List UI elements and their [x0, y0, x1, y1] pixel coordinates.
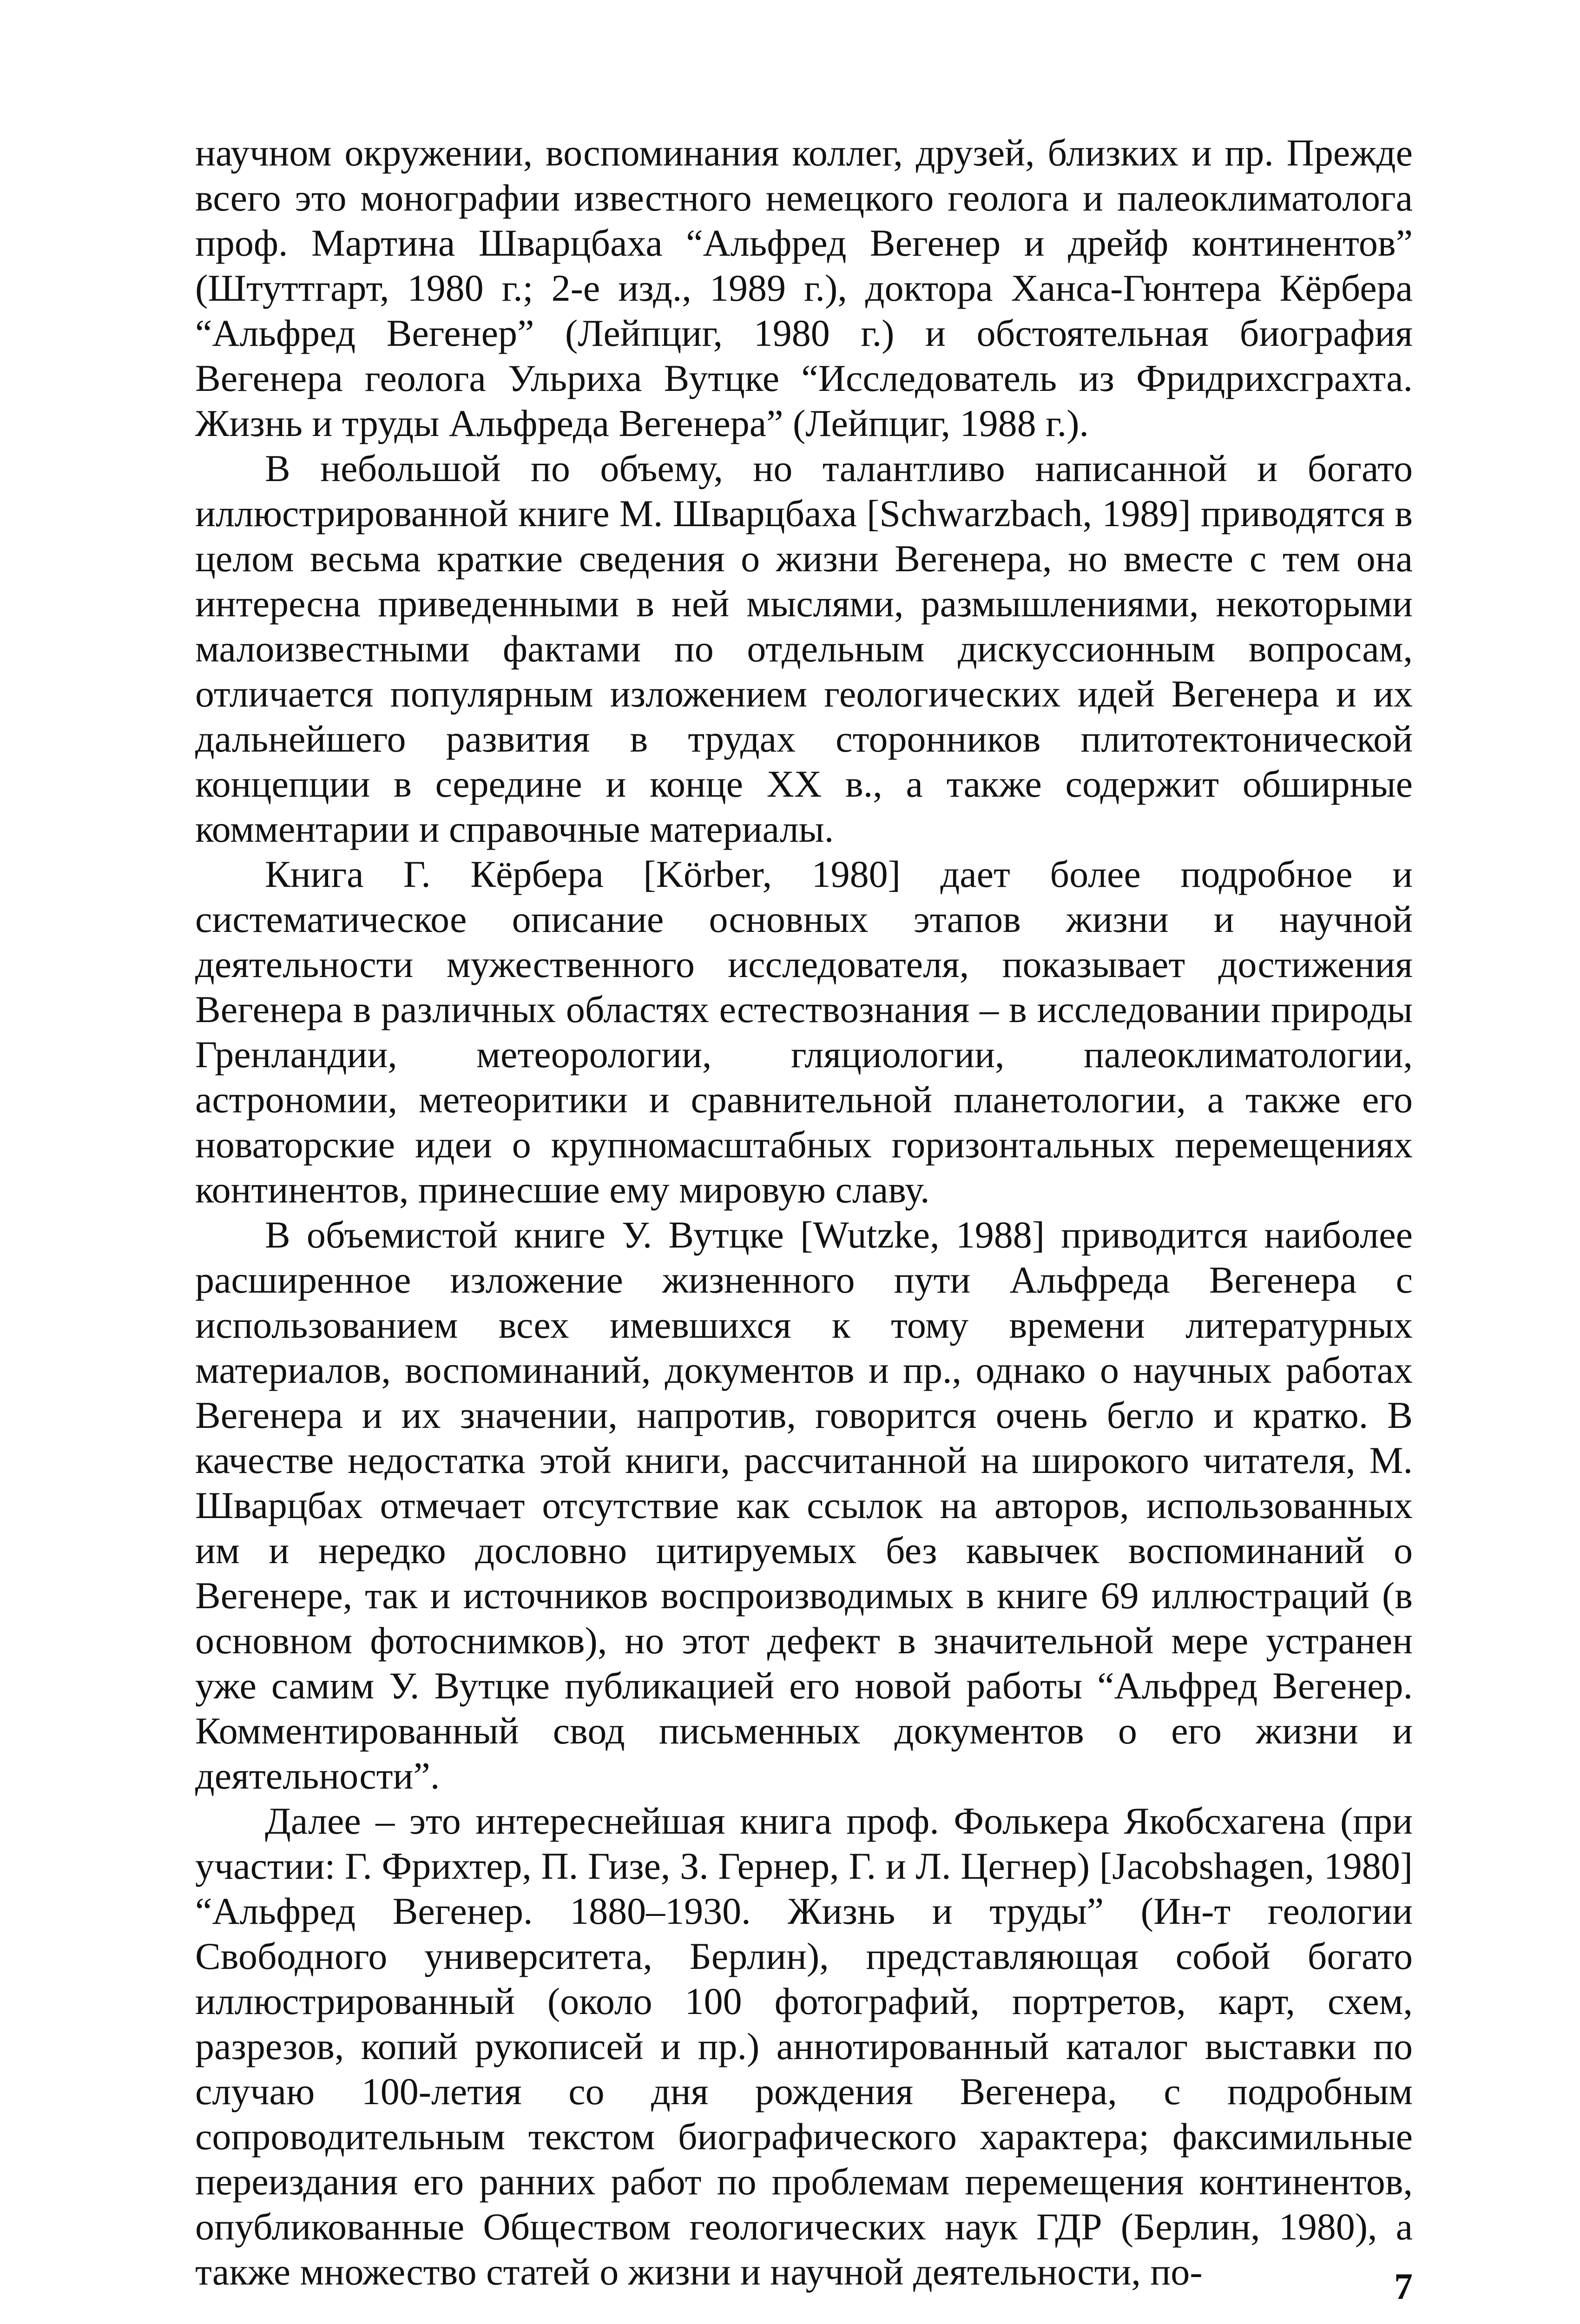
- page-number: 7: [1394, 2266, 1413, 2307]
- paragraph-2: В небольшой по объему, но талантливо написанной и богато иллюстрированной книге М. Шварцбаха [Schwarzbach, 1989] приводятся в целом весьма краткие сведения о жизни Вегенера, но вместе с тем она интересна приведенными в ней мыслями, размышлениями, некоторыми малоизвестными фактами по отдельным дискуссионным вопросам, отличается популярным изложением геологических идей Вегенера и их дальнейшего развития в трудах сторонников плитотектонической концепции в середине и конце XX в., а также содержит обширные комментарии и справочные материалы.: [195, 447, 1413, 850]
- paragraph-1: научном окружении, воспоминания коллег, друзей, близких и пр. Прежде всего это монографии известного немецкого геолога и палеоклиматолога проф. Мартина Шварцбаха “Альфред Вегенер и дрейф континентов” (Штуттгарт, 1980 г.; 2-е изд., 1989 г.), доктора Ханса-Гюнтера Кёрбера “Альфред Вегенер” (Лейпциг, 1980 г.) и обстоятельная биография Вегенера геолога Ульриха Вутцке “Исследователь из Фридрихсграхта. Жизнь и труды Альфреда Вегенера” (Лейпциг, 1988 г.).: [195, 132, 1413, 444]
- page-body: [195, 130, 1413, 2293]
- paragraph-4: В объемистой книге У. Вутцке [Wutzke, 1988] приводится наиболее расширенное изложение жизненного пути Альфреда Вегенера с использованием всех имевшихся к тому времени литературных материалов, воспоминаний, документов и пр., однако о научных работах Вегенера и их значении, напротив, говорится очень бегло и кратко. В качестве недостатка этой книги, рассчитанной на широкого читателя, М. Шварцбах отмечает отсутствие как ссылок на авторов, использованных им и нередко дословно цитируемых без кавычек воспоминаний о Вегенере, так и источников воспроизводимых в книге 69 иллюстраций (в основном фотоснимков), но этот дефект в значительной мере устранен уже самим У. Вутцке публикацией его новой работы “Альфред Вегенер. Комментированный свод письменных документов о его жизни и деятельности”.: [195, 1214, 1413, 1797]
- paragraph-5: Далее – это интереснейшая книга проф. Фолькера Якобсхагена (при участии: Г. Фрихтер, П. Гизе, З. Гернер, Г. и Л. Цегнер) [Jacobshagen, 1980] “Альфред Вегенер. 1880–1930. Жизнь и труды” (Ин-т геологии Свободного университета, Берлин), представляющая собой богато иллюстрированный (около 100 фотографий, портретов, карт, схем, разрезов, копий рукописей и пр.) аннотированный каталог выставки по случаю 100-летия со дня рождения Вегенера, с подробным сопроводительным текстом биографического характера; факсимильные переиздания его ранних работ по проблемам перемещения континентов, опубликованные Обществом геологических наук ГДР (Берлин, 1980), а также множество статей о жизни и научной деятельности, по-: [195, 1800, 1413, 2293]
- paragraph-3: Книга Г. Кёрбера [Körber, 1980] дает более подробное и систематическое описание основных этапов жизни и научной деятельности мужественного исследователя, показывает достижения Вегенера в различных областях естествознания – в исследовании природы Гренландии, метеорологии, гляциологии, палеоклиматологии, астрономии, метеоритики и сравнительной планетологии, а также его новаторские идеи о крупномасштабных горизонтальных перемещениях континентов, принесшие ему мировую славу.: [195, 853, 1413, 1211]
